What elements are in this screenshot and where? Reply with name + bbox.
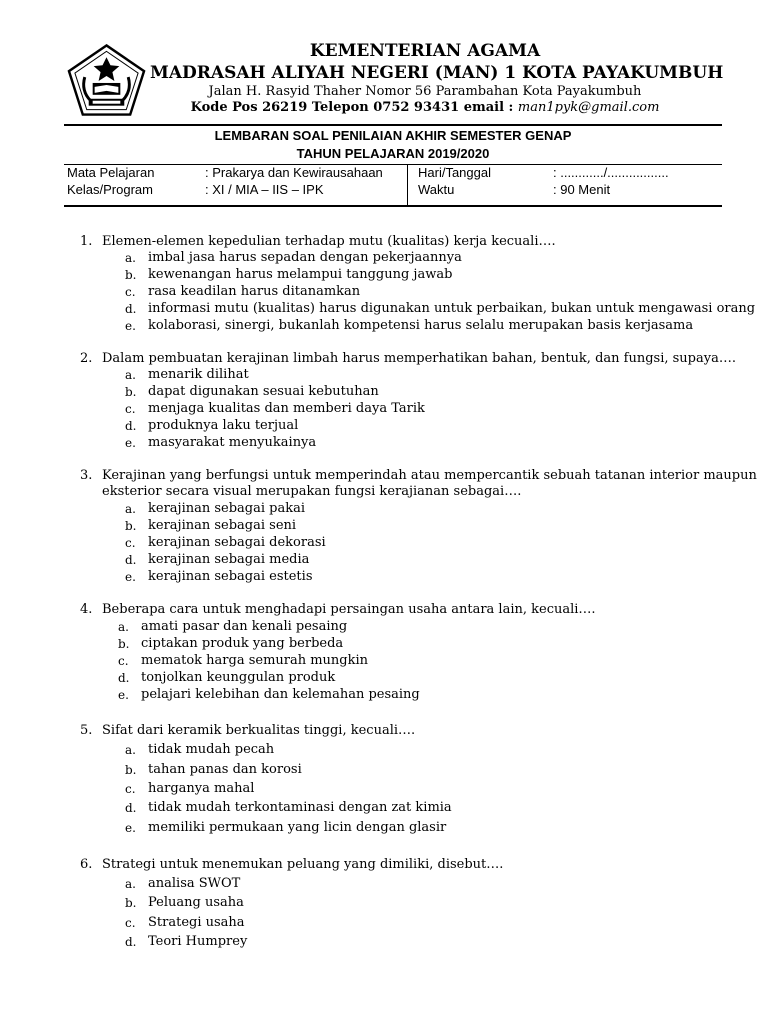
question-number: 1. <box>80 234 93 249</box>
class-label: Kelas/Program <box>67 182 153 197</box>
question-number: 4. <box>80 602 93 617</box>
option-text: tidak mudah terkontaminasi dengan zat kimia <box>148 800 452 815</box>
option-letter: d. <box>125 935 137 949</box>
header-divider <box>64 124 722 126</box>
option-letter: b. <box>125 385 137 399</box>
question-text: Beberapa cara untuk menghadapi persaingan usaha antara lain, kecuali…. <box>102 602 596 617</box>
school-address: Jalan H. Rasyid Thaher Nomor 56 Parambahan Kota Payakumbuh <box>208 84 642 99</box>
option-text: ciptakan produk yang berbeda <box>141 636 344 651</box>
option-letter: d. <box>125 302 137 316</box>
option-letter: c. <box>118 654 129 668</box>
option-text: menjaga kualitas dan memberi daya Tarik <box>148 401 425 416</box>
option-text: amati pasar dan kenali pesaing <box>141 619 348 634</box>
option-text: masyarakat menyukainya <box>148 435 317 450</box>
option-letter: c. <box>125 402 136 416</box>
option-text: informasi mutu (kualitas) harus digunakan untuk perbaikan, bukan untuk mengawasi orang <box>148 301 756 316</box>
exam-title: LEMBARAN SOAL PENILAIAN AKHIR SEMESTER GENAP <box>214 128 572 143</box>
question-text: Sifat dari keramik berkualitas tinggi, kecuali…. <box>102 723 416 738</box>
option-text: memiliki permukaan yang licin dengan glasir <box>148 820 447 835</box>
question-text: Kerajinan yang berfungsi untuk memperindah atau mempercantik sebuah tatanan interior maupun <box>102 468 757 483</box>
option-text: kerajinan sebagai dekorasi <box>148 535 326 550</box>
option-letter: b. <box>118 637 130 651</box>
question-text: Strategi untuk menemukan peluang yang dimiliki, disebut…. <box>102 857 504 872</box>
option-text: harganya mahal <box>148 781 255 796</box>
school-contact <box>150 100 700 115</box>
option-letter: b. <box>125 268 137 282</box>
exam-year: TAHUN PELAJARAN 2019/2020 <box>296 146 490 161</box>
option-letter: a. <box>125 877 136 891</box>
option-letter: c. <box>125 916 136 930</box>
option-text: Peluang usaha <box>148 895 244 910</box>
option-text: imbal jasa harus sepadan dengan pekerjaannya <box>148 250 462 265</box>
date-label: Hari/Tanggal <box>418 165 491 180</box>
option-text: dapat digunakan sesuai kebutuhan <box>148 384 379 399</box>
option-letter: c. <box>125 285 136 299</box>
option-text: tonjolkan keunggulan produk <box>141 670 336 685</box>
option-letter: a. <box>125 251 136 265</box>
question-number: 5. <box>80 723 93 738</box>
option-letter: b. <box>125 763 137 777</box>
option-letter: b. <box>125 896 137 910</box>
option-letter: d. <box>125 801 137 815</box>
option-text: kerajinan sebagai seni <box>148 518 297 533</box>
option-text: analisa SWOT <box>148 876 241 891</box>
option-letter: d. <box>125 553 137 567</box>
option-letter: d. <box>125 419 137 433</box>
option-letter: a. <box>125 743 136 757</box>
info-divider <box>407 164 408 206</box>
option-text: kolaborasi, sinergi, bukanlah kompetensi harus selalu merupakan basis kerjasama <box>148 318 694 333</box>
option-letter: a. <box>118 620 129 634</box>
option-letter: c. <box>125 536 136 550</box>
option-text: kerajinan sebagai estetis <box>148 569 313 584</box>
option-letter: e. <box>125 436 136 450</box>
option-text: rasa keadilan harus ditanamkan <box>148 284 361 299</box>
question-number: 3. <box>80 468 93 483</box>
info-bottom-rule <box>64 205 722 207</box>
option-text: kewenangan harus melampui tanggung jawab <box>148 267 453 282</box>
ministry-name: KEMENTERIAN AGAMA <box>309 41 541 61</box>
option-text: menarik dilihat <box>148 367 249 382</box>
option-letter: e. <box>125 821 136 835</box>
option-letter: b. <box>125 519 137 533</box>
question-number: 2. <box>80 351 93 366</box>
option-letter: d. <box>118 671 130 685</box>
option-letter: a. <box>125 368 136 382</box>
question-text-line-2: eksterior secara visual merupakan fungsi kerajianan sebagai…. <box>102 484 522 499</box>
option-letter: e. <box>125 570 136 584</box>
option-text: Strategi usaha <box>148 915 245 930</box>
class-value: : XI / MIA – IIS – IPK <box>205 182 324 197</box>
ministry-logo <box>67 43 146 117</box>
time-value: : 90 Menit <box>553 182 611 197</box>
school-name: MADRASAH ALIYAH NEGERI (MAN) 1 KOTA PAYAKUMBUH <box>150 63 724 83</box>
question-text: Dalam pembuatan kerajinan limbah harus memperhatikan bahan, bentuk, dan fungsi, supaya…. <box>102 351 736 366</box>
subject-label: Mata Pelajaran <box>67 165 155 180</box>
question-text: Elemen-elemen kepedulian terhadap mutu (kualitas) kerja kecuali…. <box>102 234 556 249</box>
option-letter: a. <box>125 502 136 516</box>
contact-email: man1pyk@gmail.com <box>517 100 660 115</box>
option-text: produknya laku terjual <box>148 418 299 433</box>
option-text: kerajinan sebagai media <box>148 552 310 567</box>
option-letter: e. <box>125 319 136 333</box>
option-text: tahan panas dan korosi <box>148 762 302 777</box>
option-text: pelajari kelebihan dan kelemahan pesaing <box>141 687 420 702</box>
option-letter: e. <box>118 688 129 702</box>
question-number: 6. <box>80 857 93 872</box>
option-text: Teori Humprey <box>148 934 248 949</box>
option-text: kerajinan sebagai pakai <box>148 501 306 516</box>
date-value: : ............/................. <box>553 165 669 180</box>
contact-text: Kode Pos 26219 Telepon 0752 93431 email : <box>190 100 518 115</box>
subject-value: : Prakarya dan Kewirausahaan <box>205 165 383 180</box>
option-text: mematok harga semurah mungkin <box>141 653 369 668</box>
time-label: Waktu <box>418 182 455 197</box>
option-text: tidak mudah pecah <box>148 742 275 757</box>
option-letter: c. <box>125 782 136 796</box>
